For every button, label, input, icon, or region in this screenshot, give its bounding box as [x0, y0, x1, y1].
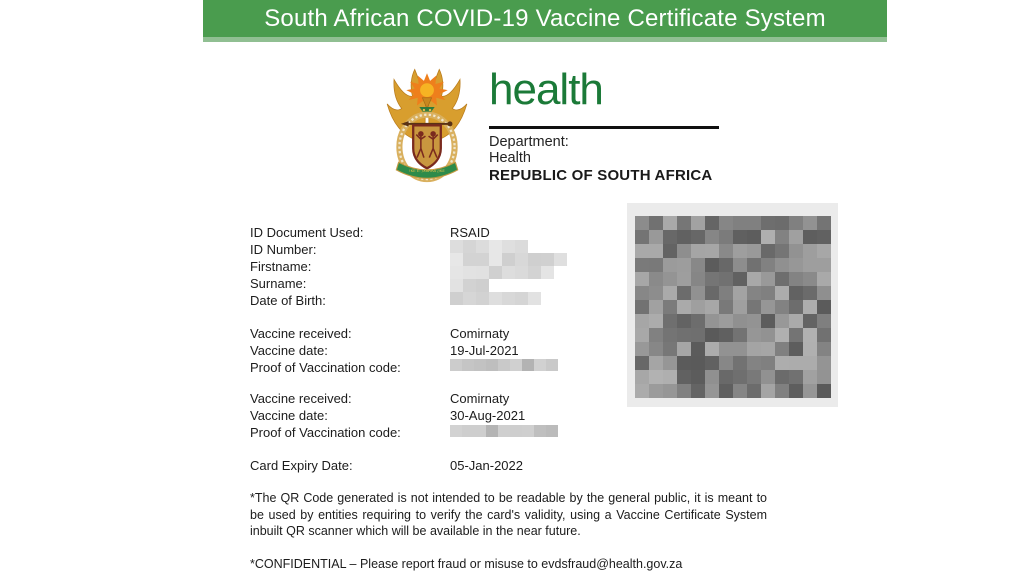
dose2-proof-code-redacted: [450, 425, 558, 437]
vaccine-date-label: Vaccine date:: [250, 408, 328, 423]
expiry-section: [250, 457, 523, 474]
field-row-dose1-date: [250, 342, 519, 359]
svg-text:!KE E: /XARRA //KE: !KE E: /XARRA //KE: [409, 168, 445, 174]
qr-code-redacted: [627, 203, 838, 407]
id-document-label: ID Document Used:: [250, 225, 364, 240]
id-number-label: ID Number:: [250, 242, 317, 257]
health-wordmark: health: [489, 65, 603, 114]
card-expiry-label: Card Expiry Date:: [250, 458, 353, 473]
dose1-date-value: 19-Jul-2021: [450, 343, 519, 358]
proof-code-label: Proof of Vaccination code:: [250, 425, 401, 440]
field-row-card-expiry: [250, 457, 523, 474]
dose2-vaccine-value: Comirnaty: [450, 391, 510, 406]
vaccine-received-label: Vaccine received:: [250, 391, 352, 406]
vaccine-date-label: Vaccine date:: [250, 343, 328, 358]
department-name: Health: [489, 150, 531, 166]
shield-icon: [413, 125, 441, 168]
qr-disclaimer-note: *The QR Code generated is not intended to be readable by the general public, it is meant to be used by entities requiring to verify the card's validity, using a Vaccine Certificate System inbuilt QR scanner which will be available in the near future.: [250, 491, 767, 538]
vaccine-received-label: Vaccine received:: [250, 326, 352, 341]
proof-code-label: Proof of Vaccination code:: [250, 360, 401, 375]
coat-of-arms-logo: [381, 66, 473, 194]
dose2-date-value: 30-Aug-2021: [450, 408, 526, 423]
page-title: South African COVID-19 Vaccine Certificate System: [264, 4, 826, 32]
field-row-dose2-date: [250, 407, 525, 424]
confidential-note: *CONFIDENTIAL – Please report fraud or misuse to evdsfraud@health.gov.za: [250, 557, 683, 571]
qr-code-mosaic: [635, 216, 831, 398]
id-document-value: RSAID: [450, 225, 490, 240]
field-row-dose2-vaccine: [250, 390, 525, 407]
logo-divider: [489, 126, 719, 129]
surname-label: Surname:: [250, 276, 307, 291]
system-title-bar: [203, 0, 887, 42]
dose1-vaccine-value: Comirnaty: [450, 326, 510, 341]
department-label: Department:: [489, 134, 569, 150]
personal-data-redacted: [450, 240, 567, 305]
field-row-dose1-vaccine: [250, 325, 519, 342]
field-row-id-document: [250, 224, 490, 241]
card-expiry-value: 05-Jan-2022: [450, 458, 523, 473]
date-of-birth-label: Date of Birth:: [250, 293, 326, 308]
dose1-proof-code-redacted: [450, 359, 558, 371]
firstname-label: Firstname:: [250, 259, 312, 274]
republic-label: REPUBLIC OF SOUTH AFRICA: [489, 167, 713, 184]
